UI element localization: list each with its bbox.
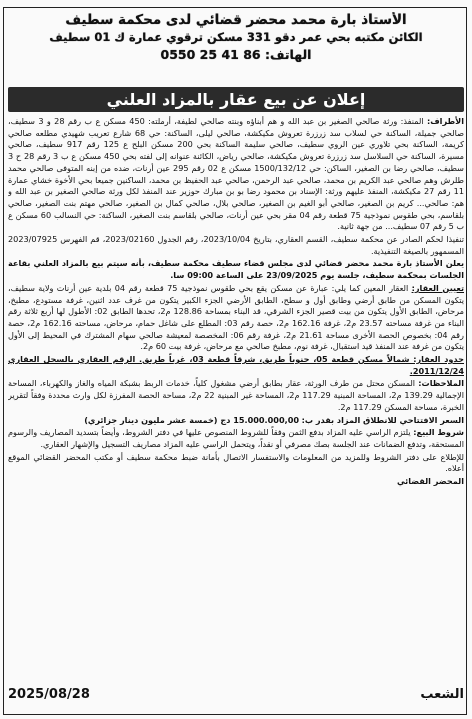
sale-conditions-text: يلتزم الراسي عليه المزاد بدفع الثمن وفقاً للشروط المنصوص عليها في دفتر الشروط، وأيضاً بتسديد المصاريف والرسوم المستحقة، وتدفع الضمانات عند الجلسة بصك مصرفي أو نقداً، ويتحمل الراسي عليه المزاد مصاريف التسجيل والإشهار العقاري. [8, 427, 464, 449]
bailiff-name: الأستاذ بارة محمد محضر قضائي لدى محكمة سطيف [65, 12, 407, 28]
announcement-title: إعلان عن بيع عقار بالمزاد العلني [8, 87, 464, 112]
contact-paragraph: للإطلاع على دفتر الشروط وللمزيد من المعلومات والاستفسار الاتصال بأمانة ضبط محكمة سطيف أو مكتب المحضر القضائي الموقع أعلاه. [8, 451, 464, 474]
parties-text: المنفذ: ورثة صالحي الصغير بن عبد الله و هم أبناؤه وبنته صالحي لطيفة، أرملته: 450 مسكن ع ب رقم 28 و 3 سطيف، صالحي جميلة، الساكنة حي لسلاب سد زرزرة تعروش مكيكشة، صالحي ليلى، الساكنة: حي 68 شارع تعريب شهيدي مطلعه صالحي كريمة، الساكنة بحي تلاوري عين الروي سطيف، صالحي سليمة الساكنة بحي 200 مسكن البلح ع 125 رقم 917 سطيف، صالحي مسيرة، الساكنة حي السلاسل سد زرزرة تعروش مكيكشة، صالحي رياض، الكائنة عنوانه إلى لفته بحي 450 مسكن ع ب 3 رقم 28 ح 3 سطيف، صالحي رضا بن الصغير، الساكن: حي 1500/132/12 مسكن ع 02 رقم 295 عين أرنات، ضده من إبنه المتوفى صالحي محمد طلرش وهم صالحي عبد الكريم بن محمد، صالحي عبد الرحمن، صالحي عبد الحفيظ بن محمد، الساكنين جميعا بحي الأخوة خشاي عمارة 11 رقم 27 مكيكشة، المنفذ عليهم ورثة: الإسناد بن محمود رضا بو بن مبارك حوزير عند المنفذ لكل ورثة صالحي الصغير بن عبد الله و هم: صالحي... كريم بن الصغير، صالحي أبو الغيم بن الصغير، صالحي بلال، صالحي كمال بن الصغير، صالحي مهتم بنت الصغير، صالحي بلقاسم، بحي طقوس نموذجية 75 قطعة رقم 04 مقر بحي عين أرنات، صالحي بلقاسم بنت الصغير، الساكنة: حي النسالب 60 مسكن ع ب 5 رقم 07 سطيف... من جهة ثانية. [8, 116, 464, 232]
property-description-text: العقار المعين كما يلي: عبارة عن مسكن يقع بحي طقوس نموذجية 75 قطعة رقم 04 بلدية عين أرنات ولاية سطيف، يتكون المسكن من طابق أرضي وطابق أول و سطح، الطابق الأرضي الجزء الكبير يتكون من غرف عدد اثنين، غرفة مستودع، مطبخ، مرحاض، الطابق الأول يتكون من بيت قصير الجزء الشرقي، قد البناء بمساحة 128.86 م2، تحدها الطابق 02: الأطول لها أربع ثلاثة رقم البناء من غرفة مساحته 23.57 م2، غرفة 162.16 م2، حصة رقم 03: المطلع على شاغل حمام، مرحاض، مساحته 162.16 م2، حصة رقم 04: بخصوص الحصة الأخرى مساحة 21.61 م2، غرفة رقم 06: المخصصة لمعيشة صالحي سهام المشترك في المحيط إلى الأول يتكون من غرفة عند المنفذ قيد استقبال، غرفة نوم، مطبخ صالحي مع مرحاض، غرفة بيت 60 م2. [8, 282, 464, 352]
announcement-body [8, 116, 464, 676]
signature-line: المحضر القضائي [396, 476, 464, 487]
judgment-paragraph: تنفيذا لحكم الصادر عن محكمة سطيف، القسم العقاري، بتاريخ 2023/10/04، رقم الجدول 2023/02160، قم الفهرس 2023/07925 المسمهور بالصيغة التنفيذية. [8, 234, 464, 256]
notes-paragraph [8, 378, 464, 413]
opening-price-paragraph [8, 415, 464, 427]
notes-label: الملاحظات: [418, 378, 464, 389]
bailiff-address: الكائن مكتبه بحي عمر دقو 331 مسكن ترقوي عمارة ك 01 سطيف [49, 30, 423, 44]
parties-paragraph [8, 116, 464, 233]
notes-text: المسكن محتل من طرف الورثة، عقار بطابق أرضي مشغول كلياً، خدمات الربط بشبكة المياه والغاز والكهرباء، المساحة الإجمالية 139.29 م2، المساحة المبنية 117.29 م2، المساحة غير المبنية 22 م2، مساحة الحصة المفرزة لكل وارث محددة وفقاً لتقرير الخبرة، مساحة المسكن 117.29 م2. [8, 378, 464, 412]
opening-price-value: 15.000.000,00 دج (خمسة عشر مليون دينار جزائري) [84, 414, 299, 425]
property-description-paragraph [8, 283, 464, 353]
property-description-label: تعيين العقار: [411, 282, 464, 293]
sale-notice-paragraph: يعلن الأستاذ بارة محمد محضر قضائي لدى مجلس قضاء سطيف محكمة سطيف، بأنه سيتم بيع بالمزاد العلني بقاعة الجلسات بمحكمة سطيف، جلسة يوم 23/09/2025 على الساعة 09:00 سا. [8, 258, 464, 281]
opening-price-label: السعر الافتتاحي للانطلاق المزاد بقدر ب: [301, 414, 464, 425]
publication-date: 2025/08/28 [8, 686, 90, 702]
sale-conditions-label: شروط البيع: [413, 427, 464, 438]
bailiff-phone: الهاتف: 86 41 25 0550 [160, 47, 312, 62]
newspaper-name: الشعب [420, 686, 464, 702]
sale-conditions-paragraph [8, 427, 464, 450]
parties-label: الأطراف: [427, 116, 464, 126]
publication-footer [8, 683, 464, 705]
bailiff-header [8, 12, 464, 63]
property-boundaries-paragraph: حدود العقار: شمالاً مسكن قطعة 05، جنوباً طريق، شرقاً قطعة 03، غرباً طريق. الرقم العقاري بالسجل العقاري 2011/12/24. [8, 354, 464, 376]
